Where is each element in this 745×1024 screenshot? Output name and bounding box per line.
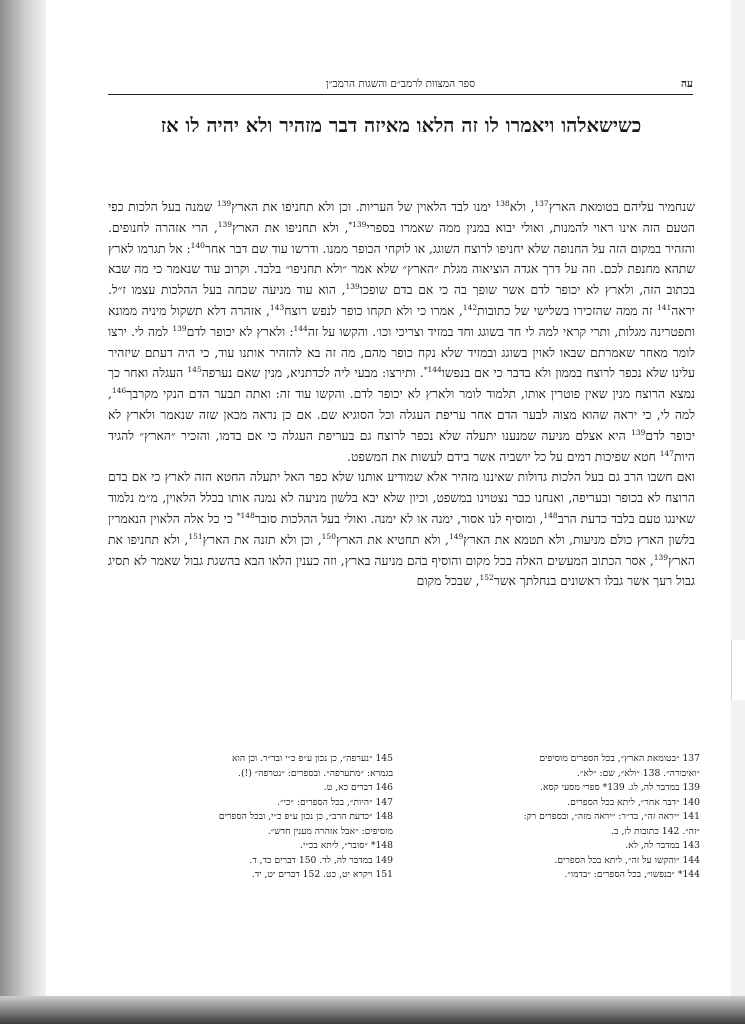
footnote-line: מוסיפים: ״אבל אזהרה מענין חדש״.	[267, 825, 393, 837]
body-text-run: , אזהרה דלא תשקול מיניה ממונא ותפטרינה מגלות, ותרי קראי למה לי חד בשוגג וחד במזיד וצריכי וכו׳. והקשו על זה	[108, 303, 695, 339]
body-text-run: , ולא תחטיא את הארץ	[335, 532, 449, 547]
book-title: ספר המצוות לרמב״ם והשגות הרמב״ן	[325, 78, 476, 90]
body-text-run: , ולא תחניפו את הארץ	[108, 532, 695, 568]
footnote-marker: 139	[631, 427, 646, 437]
footnote-marker: 145	[187, 365, 202, 375]
footnote-marker: 139	[217, 219, 233, 229]
footnote-line: ״זה״. 142 כתובות לז, ב.	[611, 825, 700, 837]
footnote-line: 137 ״בטומאת הארץ״, בכל הספרים מוסיפים	[539, 753, 700, 764]
binding-shadow	[0, 0, 46, 1024]
body-text-run: כי כל אלה הלאוין הנאמרין בלשון הארץ כולם מניעות, ולא תטמא את הארץ	[108, 511, 695, 547]
body-text-run: חטא שפיכות דמים על כל יושביה אשר בידם לעשות את המשפט.	[347, 449, 660, 464]
body-text-run: , הוא עוד מניעה שכחה בעל ההלכות עצמו ז״ל. יראה	[108, 283, 695, 318]
footnote-marker: 144	[293, 323, 308, 333]
body-text-run: למה לי. ירצו לומר מאחר שאמרתם שבאו לאוין בשוגג ובמזיד שלא נקח כופר מהם, מה זה בא להזהיר אותנו עוד, כי היה דעתם שיזהיר עלינו שלא נכפר לרוצח בממון ולא בדבר כי אם בנפשו	[108, 324, 695, 381]
page-edge	[731, 0, 745, 1000]
running-header	[108, 76, 693, 95]
footnote-line: 148 ״כדעת הרב״, כן נכון ע״פ כ״י, ובכל הספרים	[218, 811, 393, 822]
body-text-run: , וכן ולא תזנה את הארץ	[202, 532, 322, 547]
footnote-line: 144 ״והקשו על זה״, ליתא בכל הספרים.	[554, 854, 700, 866]
body-text	[108, 197, 695, 709]
footnote-line: 140 ״דבר אחר״, ליתא בכל הספרים.	[567, 796, 700, 808]
footnote-marker: 151	[188, 531, 203, 541]
body-text-run: , ולא	[509, 200, 535, 214]
body-text-run: . ותירצו: מבעי ליה לכדתניא, מנין שאם נערפה	[201, 366, 424, 381]
footnote-marker: 139	[345, 282, 360, 292]
body-text-run: שנחמיר עליהם בטומאת הארץ	[548, 200, 695, 214]
footnote-line: ״ואיבורה״. 138 ״ולא״, שם: ״לא״.	[576, 767, 700, 779]
body-text-run: : ולארץ לא יכופר לדם	[186, 324, 294, 339]
paragraph-1	[108, 197, 695, 467]
body-text-run: , ולא תחניפו את הארץ	[232, 220, 349, 235]
show-through-text	[108, 148, 698, 200]
body-text-run: היא אצלם מניעה שמנענו יתעלה שלא נכפר לרוצח גם בעריפת העגלה כי אם בדמו, והזכיר ״הארץ״ להגיד היות	[108, 428, 695, 464]
page-edge-notch	[731, 640, 745, 700]
footnote-line: 148* ״סובר״, ליתא בכ״י.	[300, 840, 393, 851]
footnote-marker: 140	[190, 240, 205, 250]
footnote-marker: 146	[111, 386, 127, 396]
footnote-marker: 139	[653, 552, 669, 562]
footnote-line: 146 דברים כא, ט.	[323, 782, 393, 793]
body-text-run: , ומוסיף לנו אסור, ימנה או לא ימנה. ואולי בעל ההלכות סובר	[254, 511, 544, 526]
body-text-run: , למה לי, כי יראה שהוא מצוה לבער הדם אחר עריפת העגלה וכל הסוגיא שם. אם כן נראה מכאן שזה שנאמר ולארץ לא יכופר לדם	[108, 387, 695, 443]
body-text-run: , אסר הכתוב המעשים האלה בכל מקום והוסיף בהם מניעה בארץ, וזה כענין הלאו הבא בהשגת גבול שאמר לא תסיג גבול רעך אשר גבלו ראשונים בנחלתך אשר	[108, 553, 695, 589]
footnote-marker: 149	[448, 531, 464, 541]
body-text-run: זה ממה שהזכירו בשלישי של כתובות	[477, 303, 657, 318]
footnote-line: 151 ויקרא יט, כט. 152 דברים יט, יד.	[251, 869, 393, 880]
paragraph-2	[108, 467, 695, 592]
footnote-marker: 137	[534, 198, 549, 208]
body-text-run: ואם חשבו הרב גם בעל הלכות גדולות שאיננו מזהיר אלא שמודיע אותנו שלא כפר האל יתעלה החטא הזה לארץ כי אם בדם הרוצח לא בכופר ובעריפה, ואנחנו כבר נצטוינו במשפט, וכיון שלא יבא בלשון מניעה לא נמנה אותו בכלל הלאוין, מ״מ נלמוד שאינגו טעם בלבד כדעת הרב	[108, 470, 695, 526]
body-text-run: שמנה בעל הלכות כפי הטעם הזה אינו ראוי להמנות, ואולי יבוא במנין ממה שאמרו בספרי	[108, 200, 695, 235]
page-number: עה	[681, 78, 693, 90]
footnote-line: 143 במדבר לה, לא.	[625, 840, 700, 851]
footnote-line: 141 ״יראה זה״, בד״ר: ״יראה מזה״, ובספרים רק:	[523, 811, 700, 822]
footnote-line: 149 במדבר לה, לד. 150 דברים כד, ד.	[249, 854, 393, 866]
scanner-bottom-shadow	[0, 996, 745, 1024]
body-text-run: העגלה ואחר כך נמצא הרוצח מנין שאין פוטרין אותו, תלמוד לומר ולארץ לא יכופר לדם. והקשו עוד זה: ואתה תבער הדם הנקי מקרבך	[108, 366, 695, 402]
body-text-run: : אל תגרמו לארץ שתהא מחנפת לכם. וזה על דרך אגדה הוציאוה מגלת ״הארץ״ שלא אמר ״ולא תחניפו״ בלבד. וקרוב עוד שנאמר כי מה שבא בכתוב הזה, ולארץ לא יכופר לדם אשר שופך בה כי אם בדם שופכו	[108, 241, 695, 298]
footnote-marker: 152	[479, 573, 494, 583]
footnote-line: 147 ״היות״, בכל הספרים: ״כי״.	[277, 796, 393, 808]
footnote-line: 139 במדבר לה, לג. 139* ספרי מסעי קסא.	[540, 782, 700, 793]
footnote-marker: 143	[269, 302, 285, 312]
body-text-run: , אמרו כי ולא תקחו כופר לנפש רוצח	[284, 303, 463, 318]
footnote-marker: 148*	[236, 510, 255, 520]
footnote-marker: 139	[216, 198, 232, 208]
footnote-marker: 141	[656, 302, 672, 312]
footnotes-left-column	[108, 752, 393, 883]
footnotes	[108, 752, 700, 884]
show-through-text	[108, 884, 698, 908]
footnote-marker: 139	[172, 323, 187, 333]
footnote-line: 144* ״בנפשו״, בכל הספרים: ״בדמו״.	[564, 869, 700, 880]
body-text-run: , הרי אזהרה לחנופים. והזהיר במקום הזה על החנופה שלא יחניפו לרוצח השוגג, או לוקחי הכופר ממנו. ודרשו עוד שם דבר אחר	[108, 220, 695, 256]
footnote-line: בגמרא: ״מתערפה״. ובספרים: ״נטרפה״ (!).	[238, 767, 393, 779]
footnote-marker: 144*	[423, 365, 442, 375]
footnote-line: 145 ״נערפה״, כן נכון ע״פ כ״י ובד״ר. וכן הוא	[232, 753, 393, 764]
footnotes-right-column	[415, 752, 700, 883]
show-through-text	[108, 708, 698, 746]
footnote-marker: 147	[659, 448, 675, 458]
footnote-marker: 150	[321, 531, 336, 541]
body-text-run: ימנו לבד הלאוין של העריות. וכן ולא תחניפו את הארץ	[231, 200, 496, 214]
footnote-marker: 139*	[348, 219, 367, 229]
footnote-marker: 138	[495, 198, 510, 208]
footnote-marker: 142	[462, 302, 478, 312]
section-heading: כשישאלהו ויאמרו לו זה הלאו מאיזה דבר מזהיר ולא יהיה לו אז	[160, 114, 642, 137]
body-text-run: , שבכל מקום	[416, 574, 480, 589]
footnote-marker: 148	[543, 510, 558, 520]
